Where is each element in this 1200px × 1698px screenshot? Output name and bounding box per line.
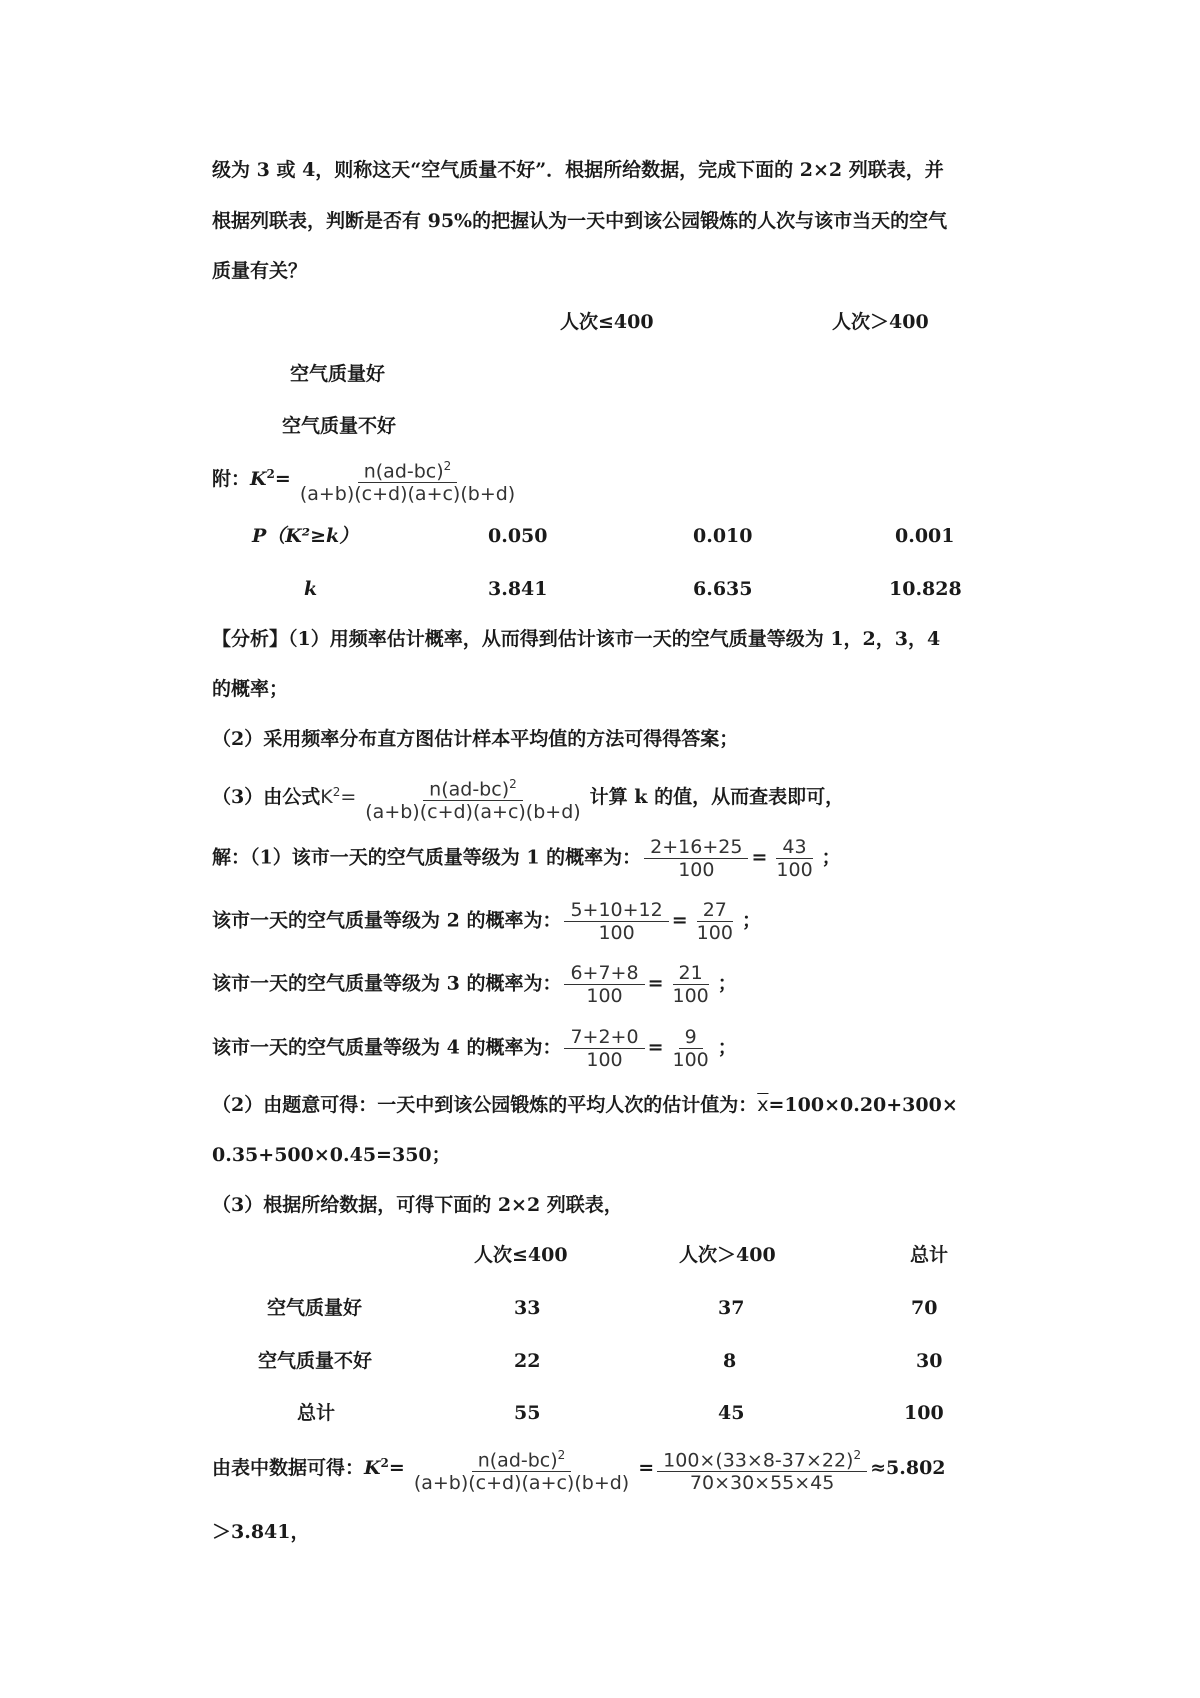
analysis-line-2: （2）采用频率分布直方图估计样本平均值的方法可得得答案；	[212, 728, 739, 750]
k2-sup: 2	[266, 466, 275, 481]
solution-4-num-a: 7+2+0	[564, 1026, 644, 1049]
solution-3-text: 该市一天的空气质量等级为 3 的概率为：	[212, 972, 562, 995]
part2-text: （2）由题意可得：一天中到该公园锻炼的平均人次的估计值为：	[212, 1094, 758, 1116]
solution-2-num-b: 27	[697, 899, 733, 922]
blank-table-row-2: 空气质量不好	[282, 415, 397, 437]
solution-4-den-b: 100	[672, 1049, 709, 1071]
blank-table-row-1: 空气质量好	[290, 363, 386, 385]
solution-2-eq: =	[671, 909, 688, 932]
appendix-formula	[212, 455, 524, 505]
result-row-2-cell-2: 8	[723, 1350, 737, 1372]
solution-1-den-b: 100	[776, 859, 813, 881]
result-row-3-cell-1: 55	[514, 1402, 541, 1424]
solution-2-num-a: 5+10+12	[564, 899, 668, 922]
final-num-2: 100×(33×8-37×22)	[663, 1449, 854, 1472]
k2-eq: =	[274, 468, 291, 491]
solution-2-den-b: 100	[696, 922, 733, 944]
solution-3-num-b: 21	[673, 962, 709, 985]
k2-numerator: n(ad-bc)	[363, 460, 444, 483]
solution-1-eq: =	[751, 846, 768, 869]
final-num-1-sup: 2	[557, 1448, 566, 1462]
final-line-2: ＞3.841，	[212, 1521, 310, 1543]
part2-expression: =100×0.20+300×	[768, 1094, 958, 1116]
solution-4-num-b: 9	[679, 1026, 703, 1049]
intro-line-1: 级为 3 或 4，则称这天“空气质量不好”．根据所给数据，完成下面的 2×2 列联表，并	[212, 159, 944, 181]
x-bar-symbol: $\overline{x}$	[757, 1094, 769, 1116]
analysis-line-1b: 的概率；	[212, 678, 289, 700]
solution-1-frac-a	[644, 836, 748, 881]
final-text: 由表中数据可得：	[212, 1457, 365, 1480]
solution-3-frac-b	[666, 962, 714, 1007]
analysis-3-den: (a+b)(c+d)(a+c)(b+d)	[365, 801, 581, 824]
solution-line-2	[212, 899, 761, 944]
solution-3-frac-a	[564, 962, 644, 1007]
solution-4-frac-a	[564, 1026, 644, 1071]
final-num-2-sup: 2	[853, 1448, 862, 1462]
result-header-2: 人次＞400	[679, 1244, 776, 1266]
appendix-label: 附：	[212, 468, 251, 491]
solution-3-end: ；	[717, 972, 737, 995]
k-value-3: 10.828	[889, 578, 962, 600]
solution-1-frac-b	[770, 836, 818, 881]
solution-3-den-a: 100	[586, 985, 623, 1007]
result-row-1-label: 空气质量好	[267, 1297, 363, 1319]
solution-2-frac-b	[691, 899, 739, 944]
solution-2-frac-a	[564, 899, 668, 944]
final-eq-1: =	[388, 1457, 405, 1480]
result-header-1: 人次≤400	[474, 1244, 568, 1266]
solution-line-3	[212, 962, 737, 1007]
blank-table-header-1: 人次≤400	[560, 311, 654, 333]
analysis-3-num-sup: 2	[509, 777, 517, 791]
analysis-3-eq: =	[340, 786, 357, 809]
solution-4-eq: =	[647, 1036, 664, 1059]
k2-symbol: K	[250, 468, 267, 491]
solution-4-end: ；	[717, 1036, 737, 1059]
final-formula	[212, 1444, 946, 1494]
solution-line-4	[212, 1026, 737, 1071]
solution-2-den-a: 100	[598, 922, 635, 944]
final-den-2: 70×30×55×45	[689, 1472, 835, 1495]
solution-1-num-a: 2+16+25	[644, 836, 748, 859]
part2-line-2: 0.35+500×0.45=350；	[212, 1144, 451, 1166]
result-row-3-cell-2: 45	[718, 1402, 745, 1424]
solution-1-den-a: 100	[678, 859, 715, 881]
solution-1-num-b: 43	[776, 836, 812, 859]
result-row-3-cell-3: 100	[904, 1402, 944, 1424]
k2-fraction	[294, 455, 521, 505]
analysis-3-k: K	[320, 786, 333, 809]
result-row-3-label: 总计	[297, 1402, 336, 1424]
final-approx: ≈5.802	[870, 1457, 946, 1480]
result-header-3: 总计	[910, 1244, 949, 1266]
solution-2-text: 该市一天的空气质量等级为 2 的概率为：	[212, 909, 562, 932]
k2-denominator: (a+b)(c+d)(a+c)(b+d)	[299, 483, 516, 506]
intro-line-2: 根据列联表，判断是否有 95%的把握认为一天中到该公园锻炼的人次与该市当天的空气	[212, 210, 948, 232]
final-fraction-general	[408, 1444, 635, 1494]
analysis-3-pre: （3）由公式	[212, 786, 321, 809]
solution-4-frac-b	[666, 1026, 714, 1071]
part2-line-1	[212, 1093, 958, 1117]
p-value-3: 0.001	[895, 525, 955, 547]
solution-3-eq: =	[647, 972, 664, 995]
result-row-2-cell-1: 22	[514, 1350, 541, 1372]
final-den-1: (a+b)(c+d)(a+c)(b+d)	[413, 1472, 630, 1495]
k-value-2: 6.635	[693, 578, 753, 600]
final-num-1: n(ad-bc)	[477, 1449, 558, 1472]
solution-1-text: 解：（1）该市一天的空气质量等级为 1 的概率为：	[212, 846, 642, 869]
final-k-sup: 2	[380, 1455, 389, 1470]
solution-1-end: ；	[821, 846, 841, 869]
solution-3-den-b: 100	[672, 985, 709, 1007]
p-row-label: P（K²≥k）	[252, 525, 359, 547]
k2-numerator-sup: 2	[443, 459, 452, 473]
solution-4-text: 该市一天的空气质量等级为 4 的概率为：	[212, 1036, 562, 1059]
final-eq-2: =	[638, 1457, 655, 1480]
analysis-3-fraction	[359, 773, 586, 823]
k-row-label: k	[304, 578, 318, 600]
k-value-1: 3.841	[488, 578, 548, 600]
intro-line-3: 质量有关？	[212, 260, 308, 282]
p-value-1: 0.050	[488, 525, 548, 547]
solution-3-num-a: 6+7+8	[564, 962, 644, 985]
final-k-symbol: K	[364, 1457, 381, 1480]
blank-table-header-2: 人次＞400	[832, 311, 929, 333]
part3-line: （3）根据所给数据，可得下面的 2×2 列联表，	[212, 1194, 623, 1216]
analysis-line-3	[212, 773, 844, 823]
solution-4-den-a: 100	[586, 1049, 623, 1071]
result-row-1-cell-3: 70	[911, 1297, 938, 1319]
analysis-3-num: n(ad-bc)	[429, 778, 510, 801]
result-row-1-cell-2: 37	[718, 1297, 745, 1319]
result-row-1-cell-1: 33	[514, 1297, 541, 1319]
analysis-3-sup: 2	[332, 784, 341, 799]
final-fraction-numeric	[657, 1444, 867, 1494]
result-row-2-label: 空气质量不好	[258, 1350, 373, 1372]
analysis-3-post: 计算 k 的值，从而查表即可，	[589, 786, 845, 809]
analysis-line-1: 【分析】（1）用频率估计概率，从而得到估计该市一天的空气质量等级为 1，2，3，4	[212, 628, 941, 650]
solution-line-1	[212, 836, 841, 881]
solution-2-end: ；	[741, 909, 761, 932]
p-value-2: 0.010	[693, 525, 753, 547]
result-row-2-cell-3: 30	[916, 1350, 943, 1372]
